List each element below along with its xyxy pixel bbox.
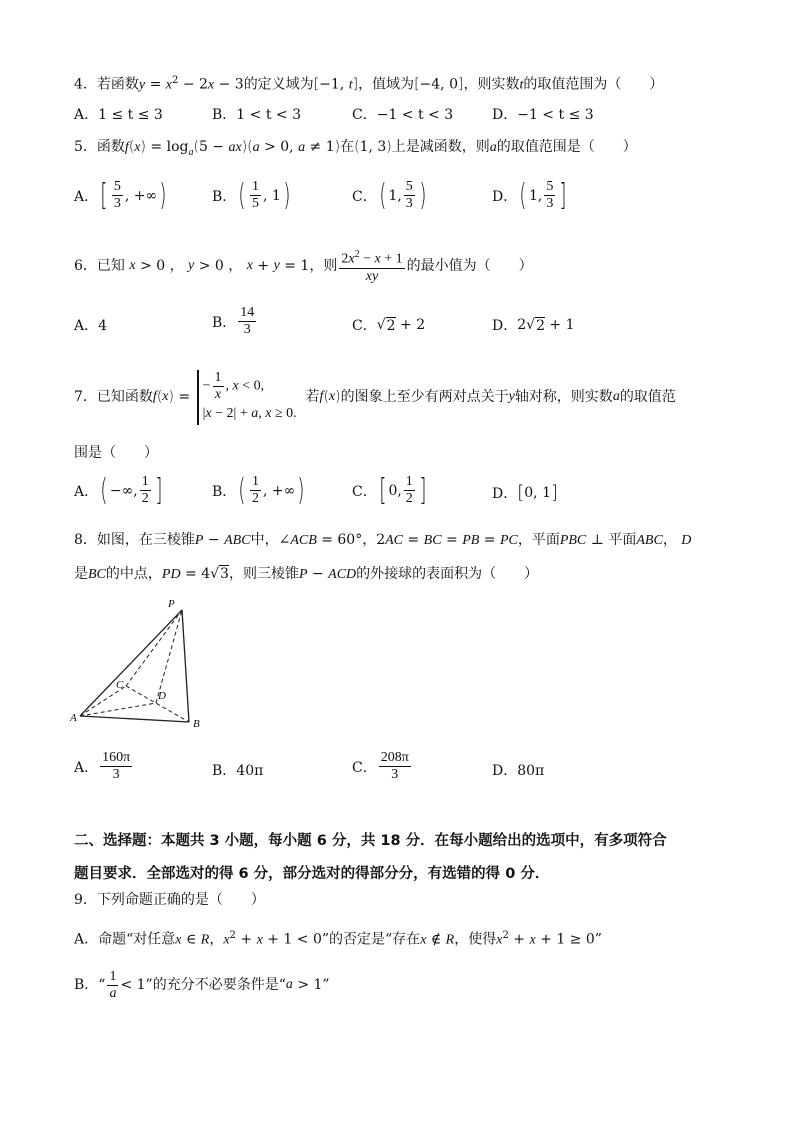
q7-stem: 7．已知函数 f ( x ) = − $\frac{1}{x}$ , x < 0, |x − 2| + a, x ≥ 0. 若 f ( x ) 的图象上至少有两对点关于 y 轴对称，则实数 a 的取值范 bbox=[74, 368, 676, 426]
q4-stem: 4．若函数$y = x^2 - 2x - 3$的定义域为[−1, t]，值域为[−4, 0]，则实数t的取值范围为（ ） bbox=[74, 75, 664, 93]
piecewise-definition: − $\frac{1}{x}$ , x < 0, |x − 2| + a, x ≥ 0. bbox=[197, 370, 297, 425]
q8-option-d[interactable]: D．80π bbox=[492, 763, 545, 779]
q7-option-b[interactable]: B． ( $\frac{1}{2}$ , +∞ ) bbox=[212, 472, 305, 508]
label-d: D bbox=[158, 690, 166, 702]
q5-stem: 5．函数$f(x) = \log_a(5 - ax)(a > 0$, a ≠ 1)在(1, 3)上是减函数，则a的取值范围是（ ） bbox=[74, 139, 637, 158]
edge-pb bbox=[182, 610, 189, 722]
section2-heading-line1: 二、选择题：本题共 3 小题，每小题 6 分，共 18 分．在每小题给出的选项中，有多项符合 bbox=[74, 833, 667, 849]
q5-option-c[interactable]: C． ( 1, $\frac{5}{3}$ ) bbox=[352, 177, 427, 213]
q8-option-a[interactable]: A． $\frac{160\pi}{3}$ bbox=[74, 750, 131, 782]
edge-ab bbox=[80, 716, 189, 722]
q6-options bbox=[0, 305, 794, 345]
q5-option-a[interactable]: A． [ $\frac{5}{3}$ , +∞ ) bbox=[74, 177, 167, 213]
q6-option-c[interactable]: C． √ 2 + 2 bbox=[352, 317, 426, 334]
q4-option-a[interactable]: A．1 ≤ t ≤ 3 bbox=[74, 107, 163, 123]
q8-stem: 8．如图，在三棱锥P − ABC中，∠ACB = 60°，2AC = BC = PB = PC，平面PBC ⊥ 平面ABC， D bbox=[74, 532, 692, 548]
q9-option-b[interactable]: B．“ $\frac{1}{a}$ < 1 ”的充分不必要条件是“ a > 1 ” bbox=[74, 968, 330, 1001]
q7-option-c[interactable]: C． [ 0, $\frac{1}{2}$ ] bbox=[352, 472, 427, 508]
q8-stem-cont: 是BC的中点，PD = 4√3，则三棱锥P − ACD的外接球的表面积为（ ） bbox=[74, 566, 539, 582]
q8-option-c[interactable]: C． $\frac{208\pi}{3}$ bbox=[352, 750, 409, 782]
q4-option-d[interactable]: D．−1 < t ≤ 3 bbox=[492, 107, 594, 123]
q7-option-a[interactable]: A． ( −∞, $\frac{1}{2}$ ] bbox=[74, 472, 163, 508]
section2-heading-line2: 题目要求．全部选对的得 6 分，部分选对的得部分分，有选错的得 0 分． bbox=[74, 866, 550, 882]
edge-cp bbox=[126, 610, 182, 686]
q7-stem-cont: 围是（ ） bbox=[74, 445, 158, 461]
q8-options bbox=[0, 750, 794, 790]
q9-stem: 9．下列命题正确的是（ ） bbox=[74, 892, 265, 908]
q5-options bbox=[0, 179, 794, 219]
q9-option-a[interactable]: A．命题“对任意x ∈ R，$x^2 + x + 1 < 0$”的否定是“存在x ∉ R，使得$x^2 + x + 1 \ge 0$” bbox=[74, 930, 602, 948]
q6-option-d[interactable]: D． 2√ 2 + 1 bbox=[492, 317, 575, 334]
q8-option-b[interactable]: B．40π bbox=[212, 763, 264, 779]
q5-option-b[interactable]: B． ( $\frac{1}{5}$ , 1 ) bbox=[212, 177, 291, 213]
q7-options bbox=[0, 474, 794, 514]
q4-option-b[interactable]: B．1 < t < 3 bbox=[212, 107, 301, 123]
q6-option-b[interactable]: B． $\frac{14}{3}$ bbox=[212, 305, 255, 337]
label-c: C bbox=[116, 679, 124, 691]
label-b: B bbox=[193, 718, 200, 730]
label-a: A bbox=[70, 712, 77, 724]
q6-stem: 6．已知 x > 0 ， y > 0 ， x + y = 1 ，则 $\frac{2x^2 - x + 1}{xy}$ 的最小值为（ ） bbox=[74, 249, 533, 284]
pyramid-figure bbox=[66, 596, 216, 736]
edge-ap bbox=[80, 610, 182, 716]
q7-option-d[interactable]: D． [ 0, 1 ] bbox=[492, 482, 559, 503]
q6-option-a[interactable]: A．4 bbox=[74, 318, 108, 334]
q5-option-d[interactable]: D． ( 1, $\frac{5}{3}$ ] bbox=[492, 177, 567, 213]
q4-option-c[interactable]: C．−1 < t < 3 bbox=[352, 107, 454, 123]
label-p: P bbox=[168, 598, 175, 610]
